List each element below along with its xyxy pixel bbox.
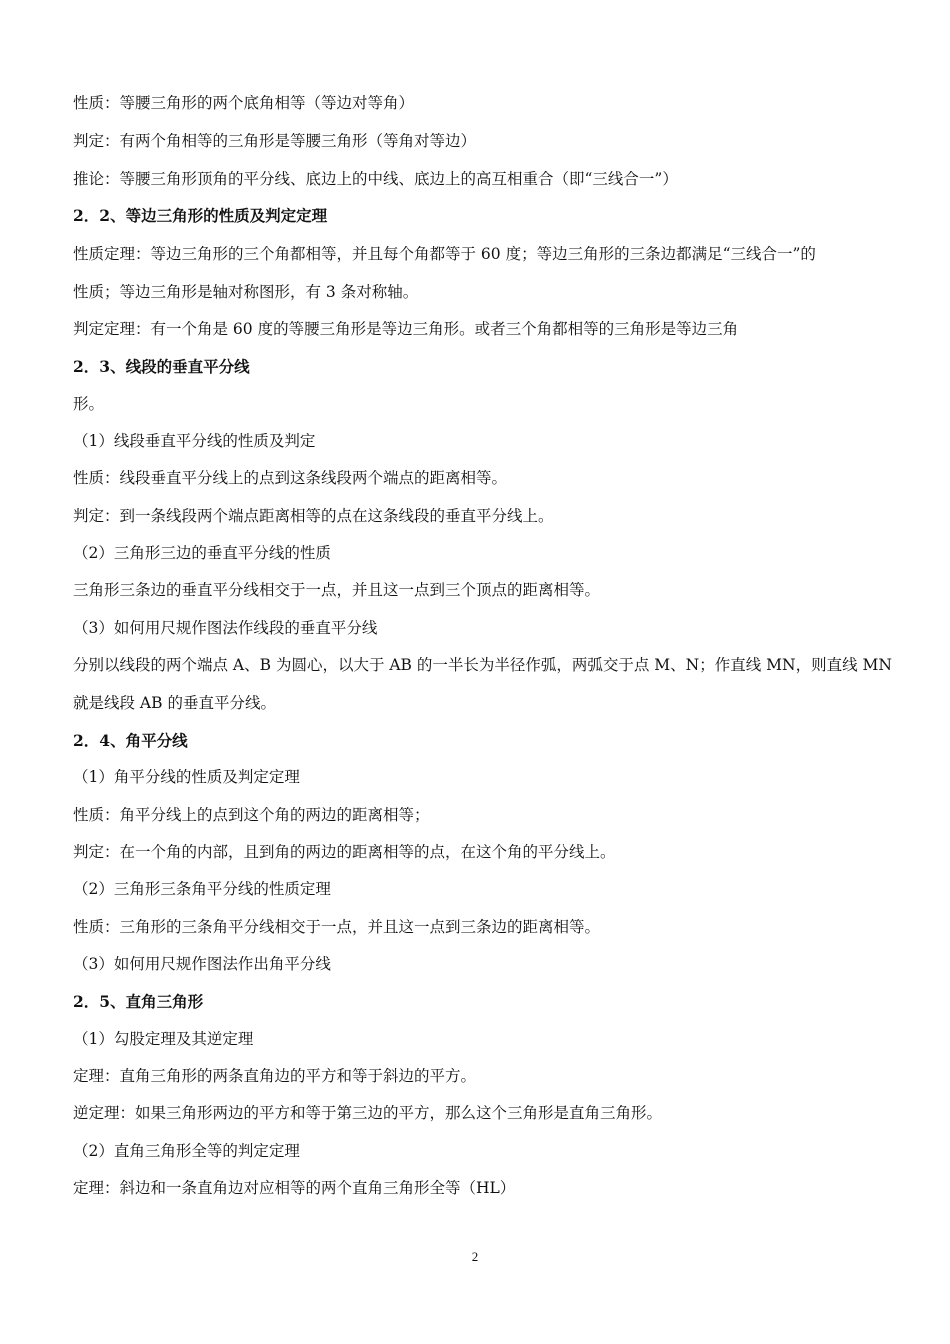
text-line: 判定定理：有一个角是 60 度的等腰三角形是等边三角形。或者三个角都相等的三角形是等边三角 [73,320,739,338]
text-line: （3）如何用尺规作图法作线段的垂直平分线 [73,619,378,637]
text-line: （2）直角三角形全等的判定定理 [73,1142,300,1160]
text-line: 性质：等腰三角形的两个底角相等（等边对等角） [73,94,415,112]
text-line: （1）线段垂直平分线的性质及判定 [73,432,316,450]
text-line: （2）三角形三边的垂直平分线的性质 [73,544,331,562]
text-line: 判定：有两个角相等的三角形是等腰三角形（等角对等边） [73,132,477,150]
text-line: 逆定理：如果三角形两边的平方和等于第三边的平方，那么这个三角形是直角三角形。 [73,1104,663,1122]
text-line: 性质：角平分线上的点到这个角的两边的距离相等； [73,806,430,824]
text-line: 分别以线段的两个端点 A、B 为圆心，以大于 AB 的一半长为半径作弧，两弧交于点 M、N；作直线 MN，则直线 MN [73,656,892,674]
text-line: （1）勾股定理及其逆定理 [73,1030,254,1048]
text-line: 定理：直角三角形的两条直角边的平方和等于斜边的平方。 [73,1067,477,1085]
section-heading: 2．3、线段的垂直平分线 [73,357,250,376]
text-line: 定理：斜边和一条直角边对应相等的两个直角三角形全等（HL） [73,1179,516,1197]
text-line: （3）如何用尺规作图法作出角平分线 [73,955,331,973]
text-line: 判定：在一个角的内部，且到角的两边的距离相等的点，在这个角的平分线上。 [73,843,616,861]
text-line: 性质：线段垂直平分线上的点到这条线段两个端点的距离相等。 [73,469,508,487]
text-line: 性质定理：等边三角形的三个角都相等，并且每个角都等于 60 度；等边三角形的三条边都满足“三线合一”的 [73,245,816,263]
section-heading: 2．2、等边三角形的性质及判定定理 [73,206,328,225]
text-line: 性质：三角形的三条角平分线相交于一点，并且这一点到三条边的距离相等。 [73,918,601,936]
page-number: 2 [471,1249,479,1264]
text-line: 形。 [73,395,105,413]
section-heading: 2．5、直角三角形 [73,992,204,1011]
text-line: （1）角平分线的性质及判定定理 [73,768,300,786]
text-line: 推论：等腰三角形顶角的平分线、底边上的中线、底边上的高互相重合（即“三线合一”） [73,170,678,188]
section-heading: 2．4、角平分线 [73,731,188,750]
text-line: （2）三角形三条角平分线的性质定理 [73,880,331,898]
text-line: 三角形三条边的垂直平分线相交于一点，并且这一点到三个顶点的距离相等。 [73,581,601,599]
text-line: 就是线段 AB 的垂直平分线。 [73,694,276,712]
text-line: 性质；等边三角形是轴对称图形，有 3 条对称轴。 [73,283,419,301]
text-line: 判定：到一条线段两个端点距离相等的点在这条线段的垂直平分线上。 [73,507,554,525]
